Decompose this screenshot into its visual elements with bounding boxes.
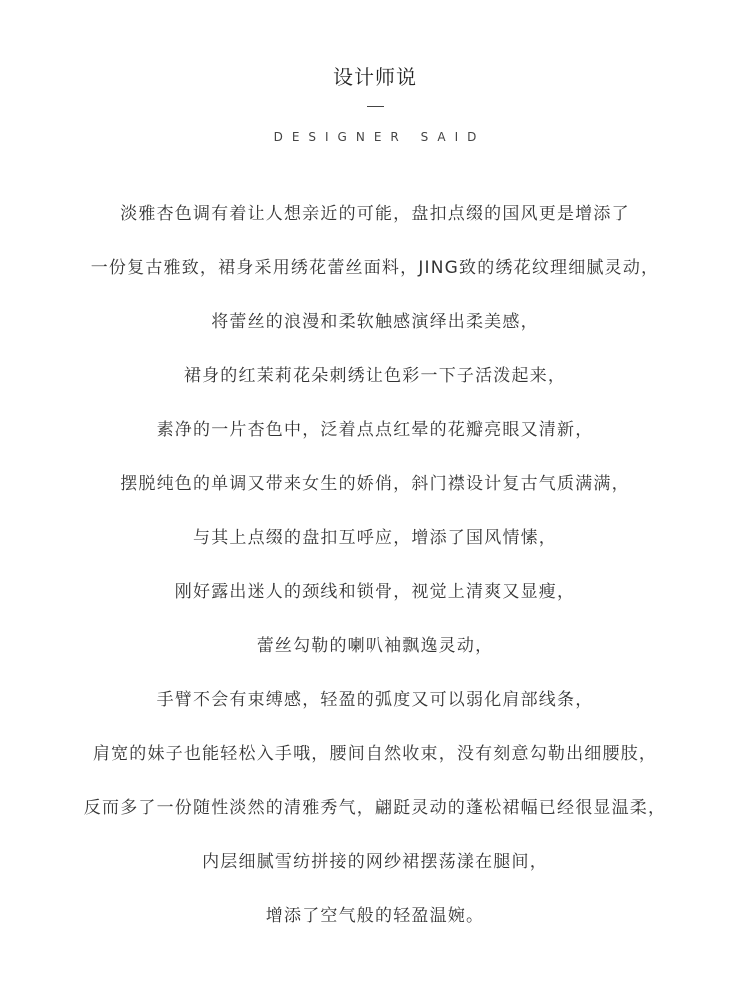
- description-line: 与其上点缀的盘扣互呼应，增添了国风情愫，: [193, 528, 557, 548]
- section-title: 设计师说: [333, 65, 417, 89]
- description-line: 摆脱纯色的单调又带来女生的娇俏，斜门襟设计复古气质满满，: [120, 474, 630, 494]
- description-text: [0, 200, 750, 956]
- description-line: 反而多了一份随性淡然的清雅秀气，翩跹灵动的蓬松裙幅已经很显温柔，: [83, 798, 667, 818]
- description-line: 增添了空气般的轻盈温婉。: [265, 906, 485, 926]
- section-subtitle: DESIGNER SAID: [273, 130, 486, 144]
- description-line: 素净的一片杏色中，泛着点点红晕的花瓣亮眼又清新，: [156, 420, 594, 440]
- description-line: 手臂不会有束缚感，轻盈的弧度又可以弱化肩部线条，: [156, 690, 594, 710]
- description-line: 蕾丝勾勒的喇叭袖飘逸灵动，: [256, 636, 494, 656]
- description-line: 肩宽的妹子也能轻松入手哦，腰间自然收束，没有刻意勾勒出细腰肢，: [92, 744, 658, 764]
- description-line: 内层细腻雪纺拼接的网纱裙摆荡漾在腿间，: [202, 852, 548, 872]
- title-divider: [367, 106, 384, 107]
- description-line: 将蕾丝的浪漫和柔软触感演绎出柔美感，: [211, 312, 539, 332]
- description-line: 一份复古雅致，裙身采用绣花蕾丝面料，JING致的绣花纹理细腻灵动，: [90, 258, 660, 278]
- description-line: 淡雅杏色调有着让人想亲近的可能，盘扣点缀的国风更是增添了: [120, 204, 630, 224]
- description-line: 裙身的红茉莉花朵刺绣让色彩一下子活泼起来，: [183, 366, 567, 386]
- description-line: 刚好露出迷人的颈线和锁骨，视觉上清爽又显瘦，: [174, 582, 576, 602]
